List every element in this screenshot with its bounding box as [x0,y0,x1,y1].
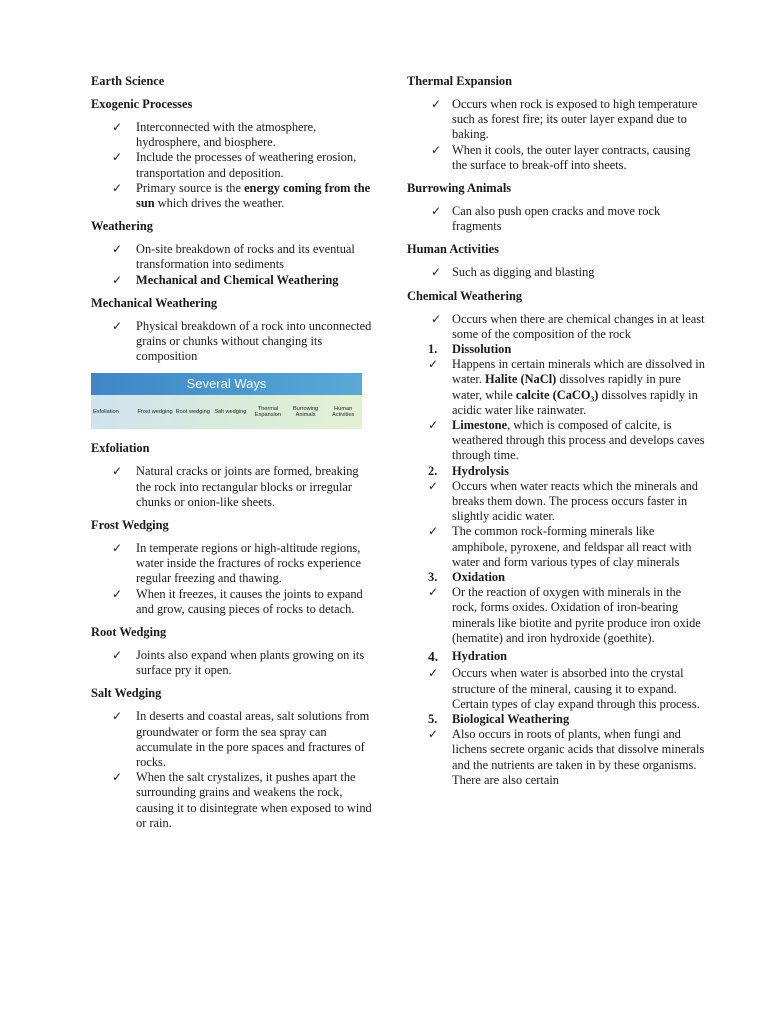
list-item: ✓ Include the processes of weathering erosion, transportation and deposition. [112,150,357,180]
hydrolysis-heading: 2. Hydrolysis [428,463,509,478]
chemical-list [407,312,707,342]
list-item: ✓ Mechanical and Chemical Weathering [112,272,339,287]
list-item: ✓ In deserts and coastal areas, salt solutions from groundwater or form the sea spray can accumulate in the pore spaces and fractures of rocks. [112,709,370,770]
list-item: ✓ Occurs when there are chemical changes in at least some of the composition of the rock [431,311,705,341]
list-item: ✓ Primary source is the energy coming from the sun which drives the weather. [112,180,371,211]
banner-item: Human Activities [332,405,355,419]
mechanical-list [91,319,376,365]
list-item: ✓ Joints also expand when plants growing on its surface pry it open. [112,648,365,678]
list-item: ✓ Can also push open cracks and move rock fragments [431,204,661,234]
list-item: ✓ Or the reaction of oxygen with minerals in the rock, forms oxides. Oxidation of iron-bearing minerals like biotite and pyrite produce iron oxide (hematite) and iron hydroxide (goethite). [428,585,701,645]
root-heading: Root Wedging [91,625,167,640]
human-list [407,265,707,280]
banner-item: Burrowing Animals [292,405,319,419]
dissolution-heading: 1. Dissolution [428,342,512,357]
checkmark-icon: ✓ [431,311,442,326]
checkmark-icon: ✓ [112,709,123,724]
salt-heading: Salt Wedging [91,686,162,701]
frost-list [91,541,376,617]
oxidation-heading: 3. Oxidation [428,570,506,585]
banner-item: Frost wedging [137,409,173,416]
checkmark-icon: ✓ [428,418,439,433]
list-item: ✓ Interconnected with the atmosphere, hydrosphere, and biosphere. [112,120,317,150]
exogenic-heading: Exogenic Processes [91,97,193,111]
list-item: ✓ In temperate regions or high-altitude regions, water inside the fractures of rocks experience regular freezing and thawing. [112,541,361,586]
list-item: ✓ Also occurs in roots of plants, when fungi and lichens secrete organic acids that dissolve minerals and the nutrients are taken in by these organisms. There are also certain [428,727,705,787]
list-item: ✓ Happens in certain minerals which are dissolved in water. Halite (NaCl) dissolves rapidly in pure water, while calcite (CaCO₃) dissolves rapidly in acidic water like rainwater. [428,357,705,417]
checkmark-icon: ✓ [428,666,439,681]
human-heading: Human Activities [407,242,499,257]
list-item: ✓ When it freezes, it causes the joints to expand and grow, causing pieces of rocks to detach. [112,586,363,616]
left-column [91,70,376,839]
checkmark-icon: ✓ [428,727,439,742]
hydrolysis-list [407,479,707,570]
biological-heading: 5. Biological Weathering [428,711,570,726]
checkmark-icon: ✓ [112,464,123,479]
checkmark-icon: ✓ [428,585,439,600]
list-item: ✓ Occurs when water is absorbed into the crystal structure of the mineral, causing it to expand. Certain types of clay expand through this process. [428,666,700,711]
chemical-heading: Chemical Weathering [407,288,523,303]
several-ways-banner [91,373,362,429]
right-column [407,70,707,788]
exogenic-list [91,120,376,211]
mechanical-heading: Mechanical Weathering [91,295,218,310]
checkmark-icon: ✓ [112,648,123,663]
checkmark-icon: ✓ [112,150,123,165]
salt-list [91,709,376,831]
hydration-list [407,666,707,712]
checkmark-icon: ✓ [112,180,123,195]
banner-title: Several Ways [91,373,362,395]
burrowing-list [407,204,707,234]
checkmark-icon: ✓ [112,272,123,287]
checkmark-icon: ✓ [112,541,123,556]
biological-list [407,727,707,788]
list-item: ✓ On-site breakdown of rocks and its eventual transformation into sediments [112,242,355,272]
oxidation-list [407,585,707,646]
list-item: ✓ When the salt crystalizes, it pushes apart the surrounding grains and weakens the rock, causing it to disintegrate when exposed to wind or rain. [112,770,372,830]
exfoliation-list [91,464,376,510]
checkmark-icon: ✓ [428,478,439,493]
hydration-heading: 4. Hydration [428,649,508,665]
list-item: ✓ Such as digging and blasting [431,265,595,280]
list-item: ✓ Limestone, which is composed of calcite, is weathered through this process and develops caves through time. [428,418,705,463]
banner-item: Exfoliation [93,409,119,416]
checkmark-icon: ✓ [112,586,123,601]
root-list [91,648,376,678]
thermal-list [407,97,707,173]
checkmark-icon: ✓ [431,142,442,157]
checkmark-icon: ✓ [112,770,123,785]
checkmark-icon: ✓ [428,524,439,539]
list-item: ✓ The common rock-forming minerals like amphibole, pyroxene, and feldspar all react with water and form various types of clay minerals [428,524,692,569]
checkmark-icon: ✓ [112,120,123,134]
banner-item: Thermal Expansion [254,405,282,419]
banner-item: Root wedging [175,409,210,416]
checkmark-icon: ✓ [112,242,123,257]
banner-items [91,395,362,429]
burrowing-heading: Burrowing Animals [407,181,512,196]
dissolution-list [407,357,707,463]
list-item: ✓ Physical breakdown of a rock into unconnected grains or chunks without changing its composition [112,318,372,364]
list-item: ✓ Occurs when rock is exposed to high temperature such as forest fire; its outer layer expand due to baking. [431,97,698,142]
exfoliation-heading: Exfoliation [91,441,150,456]
checkmark-icon: ✓ [431,97,442,111]
weathering-heading: Weathering [91,219,153,234]
list-item: ✓ When it cools, the outer layer contracts, causing the surface to break-off into sheets. [431,142,691,172]
list-item: ✓ Natural cracks or joints are formed, breaking the rock into rectangular blocks or irregular chunks or onion-like sheets. [112,464,359,509]
weathering-list [91,242,376,288]
frost-heading: Frost Wedging [91,518,169,533]
checkmark-icon: ✓ [112,318,123,333]
thermal-heading: Thermal Expansion [407,74,512,88]
checkmark-icon: ✓ [431,204,442,219]
list-item: ✓ Occurs when water reacts which the minerals and breaks them down. The process occurs faster in slightly acidic water. [428,478,698,524]
checkmark-icon: ✓ [431,265,442,280]
banner-item: Salt wedging [214,409,247,416]
checkmark-icon: ✓ [428,357,439,372]
document-title: Earth Science [91,74,165,88]
